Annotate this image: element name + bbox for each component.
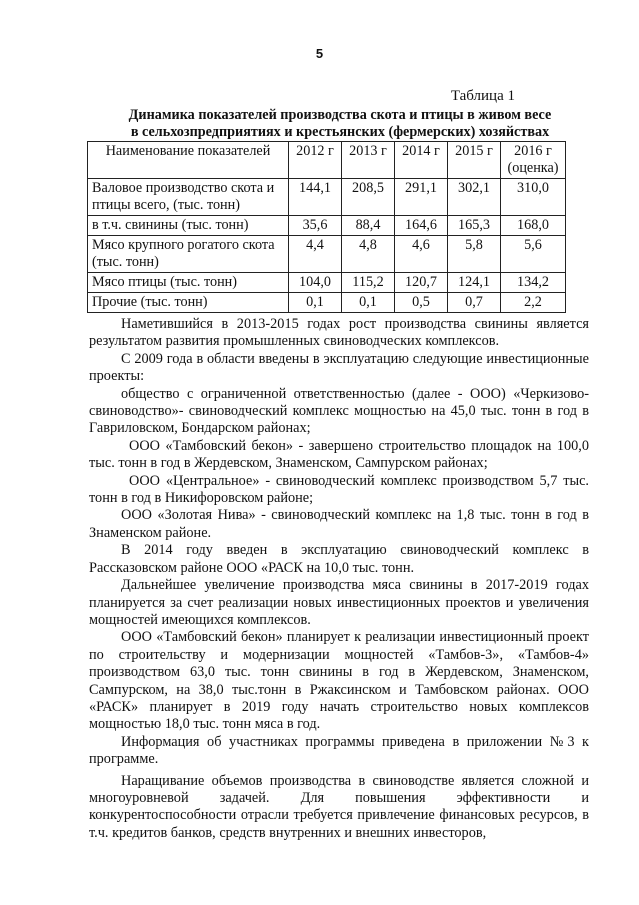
header-cell-2012: 2012 г: [289, 142, 342, 179]
cell-value: 168,0: [501, 216, 566, 236]
table-header-row: [88, 142, 566, 179]
body-text: [89, 316, 589, 842]
cell-value: 4,4: [289, 236, 342, 273]
cell-value: 5,6: [501, 236, 566, 273]
table-title-line-1: Динамика показателей производства скота и птицы в живом весе: [128, 107, 552, 123]
cell-value: 208,5: [342, 179, 395, 216]
cell-value: 164,6: [395, 216, 448, 236]
header-cell-name: Наименование показателей: [88, 142, 289, 179]
cell-value: 165,3: [448, 216, 501, 236]
table-label: Таблица 1: [450, 88, 515, 104]
cell-value: 144,1: [289, 179, 342, 216]
paragraph: ООО «Центральное» - свиноводческий комплекс производством 5,7 тыс. тонн в год в Никифоровском районе;: [89, 472, 589, 507]
cell-value: 310,0: [501, 179, 566, 216]
cell-value: 35,6: [289, 216, 342, 236]
cell-value: 0,5: [395, 293, 448, 313]
paragraph: Информация об участниках программы приведена в приложении №3 к программе.: [89, 733, 589, 768]
row-name: Мясо птицы (тыс. тонн): [88, 273, 289, 293]
header-cell-2016: 2016 г (оценка): [501, 142, 566, 179]
table-title: [60, 107, 620, 141]
header-cell-2013: 2013 г: [342, 142, 395, 179]
paragraph: ООО «Золотая Нива» - свиноводческий комплекс на 1,8 тыс. тонн в год в Знаменском районе.: [89, 507, 589, 541]
row-name: Прочие (тыс. тонн): [88, 293, 289, 313]
cell-value: 291,1: [395, 179, 448, 216]
cell-value: 88,4: [342, 216, 395, 236]
table-title-line-2: в сельхозпредприятиях и крестьянских (фермерских) хозяйствах: [130, 124, 550, 140]
page-number: 5: [315, 46, 324, 61]
cell-value: 0,1: [342, 293, 395, 313]
paragraph: В 2014 году введен в эксплуатацию свиноводческий комплекс в Рассказовском районе ООО «РАСК на 10,0 тыс. тонн.: [89, 542, 589, 576]
cell-value: 5,8: [448, 236, 501, 273]
paragraph: С 2009 года в области введены в эксплуатацию следующие инвестиционные проекты:: [89, 350, 589, 385]
cell-value: 0,7: [448, 293, 501, 313]
cell-value: 120,7: [395, 273, 448, 293]
row-name: Валовое производство скота и птицы всего, (тыс. тонн): [88, 179, 289, 216]
table-row: [88, 179, 566, 216]
cell-value: 302,1: [448, 179, 501, 216]
cell-value: 104,0: [289, 273, 342, 293]
header-cell-2014: 2014 г: [395, 142, 448, 179]
paragraph: ООО «Тамбовский бекон» - завершено строительство площадок на 100,0 тыс. тонн в год в Жердевском, Знаменском, Сампурском районах;: [89, 437, 589, 472]
cell-value: 4,8: [342, 236, 395, 273]
row-name: в т.ч. свинины (тыс. тонн): [88, 216, 289, 236]
paragraph: Наращивание объемов производства в свиноводстве является сложной и многоуровневой задачей. Для повышения эффективности и конкурентоспособности отрасли требуется привлечение финансовых ресурсов, в т.ч. кредитов банков, средств внутренних и внешних инвесторов,: [89, 772, 589, 841]
cell-value: 115,2: [342, 273, 395, 293]
table-row: [88, 273, 566, 293]
table-row: [88, 293, 566, 313]
production-table: [87, 141, 566, 313]
cell-value: 4,6: [395, 236, 448, 273]
header-cell-2015: 2015 г: [448, 142, 501, 179]
row-name: Мясо крупного рогатого скота (тыс. тонн): [88, 236, 289, 273]
cell-value: 2,2: [501, 293, 566, 313]
table-row: [88, 216, 566, 236]
cell-value: 0,1: [289, 293, 342, 313]
paragraph: Дальнейшее увеличение производства мяса свинины в 2017-2019 годах планируется за счет реализации новых инвестиционных проектов и увеличения мощностей имеющихся комплексов.: [89, 577, 589, 628]
cell-value: 124,1: [448, 273, 501, 293]
paragraph: общество с ограниченной ответственностью (далее - ООО) «Черкизово-свиноводство»- свиноводческий комплекс мощностью на 45,0 тыс. тонн в год в Гавриловском, Бондарском районах;: [89, 385, 589, 437]
paragraph: Наметившийся в 2013-2015 годах рост производства свинины является результатом развития промышленных свиноводческих комплексов.: [89, 316, 589, 350]
cell-value: 134,2: [501, 273, 566, 293]
paragraph: ООО «Тамбовский бекон» планирует к реализации инвестиционный проект по строительству и модернизации мощностей «Тамбов-3», «Тамбов-4» производством 63,0 тыс. тонн свинины в год в Жердевском, Знаменском, Сампурском, на 38,0 тыс.тонн в Ржаксинском и Тамбовском районах. ООО «РАСК» планирует в 2019 году начать строительство новых комплексов мощностью 18,0 тыс. тонн мяса в год.: [89, 629, 589, 733]
table-row: [88, 236, 566, 273]
